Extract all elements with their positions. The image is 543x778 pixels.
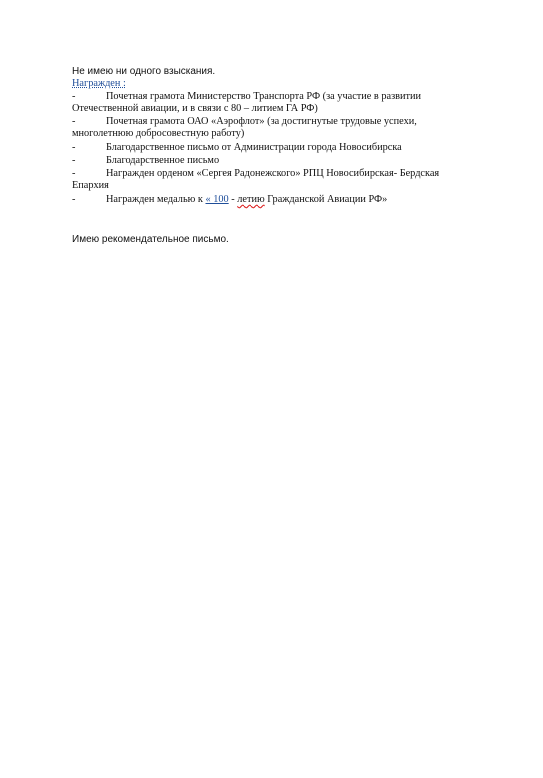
list-bullet: -: [72, 168, 76, 179]
list-item-text: Награжден орденом «Сергея Радонежского» РПЦ Новосибирская- Бердская: [106, 168, 440, 179]
list-bullet: -: [72, 155, 76, 166]
list-bullet: -: [72, 194, 76, 205]
hyperlink-100[interactable]: « 100: [205, 194, 229, 205]
no-penalties-line: Не имею ни одного взыскания.: [72, 66, 216, 77]
medal-text-dash: -: [228, 194, 238, 205]
medal-text-end: Гражданской Авиации РФ»: [264, 194, 388, 205]
list-bullet: -: [72, 116, 76, 127]
list-item-text: Благодарственное письмо от Администрации города Новосибирска: [106, 142, 402, 153]
spelling-error-word[interactable]: летию: [237, 194, 265, 205]
list-item-text: Благодарственное письмо: [106, 155, 220, 166]
list-bullet: -: [72, 142, 76, 153]
list-item-text: Почетная грамота Министерство Транспорта РФ (за участие в развитии: [106, 91, 422, 102]
list-item-continuation: Отечественной авиации, и в связи с 80 – литием ГА РФ): [72, 103, 318, 114]
list-item-text: [106, 194, 387, 206]
medal-text-start: Награжден медалью к: [106, 194, 206, 205]
list-bullet: -: [72, 91, 76, 102]
list-item-continuation: Епархия: [72, 180, 109, 191]
list-item-text: Почетная грамота ОАО «Аэрофлот» (за достигнутые трудовые успехи,: [106, 116, 417, 127]
recommendation-line: Имею рекомендательное письмо.: [72, 234, 229, 245]
list-item-continuation: многолетнюю добросовестную работу): [72, 128, 245, 139]
awarded-heading[interactable]: Награжден :: [72, 78, 126, 89]
